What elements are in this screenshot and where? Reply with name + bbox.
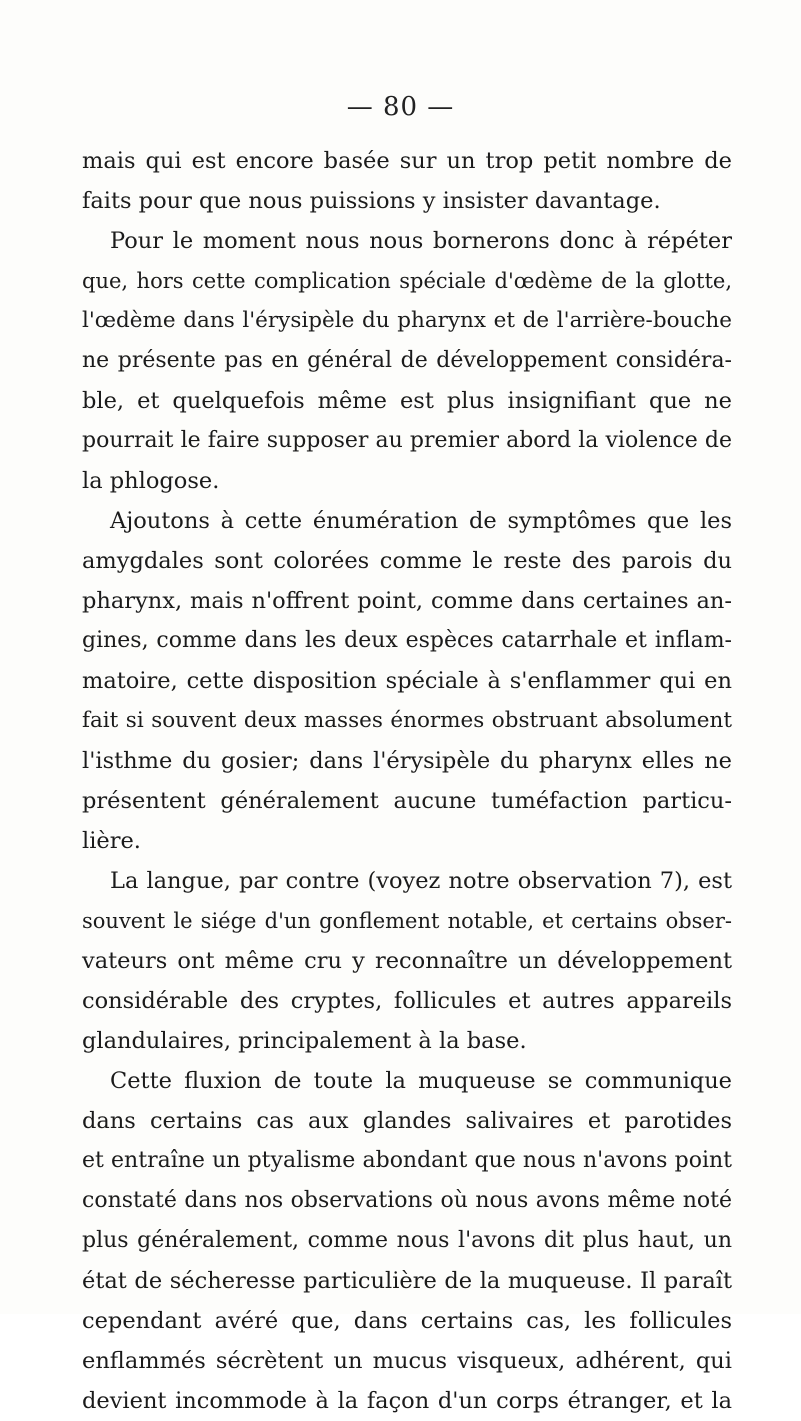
text-line: mais qui est encore basée sur un trop petit nombre de [82, 148, 732, 174]
text-line: état de sécheresse particulière de la muqueuse. Il paraît [82, 1268, 732, 1294]
text-line: l'œdème dans l'érysipèle du pharynx et de l'arrière-bouche [82, 308, 732, 333]
text-line: devient incommode à la façon d'un corps étranger, et la [82, 1388, 732, 1414]
text-line: La langue, par contre (voyez notre observation 7), est [110, 868, 732, 894]
text-line: présentent généralement aucune tuméfaction particu- [82, 788, 732, 814]
text-line: ble, et quelquefois même est plus insignifiant que ne [82, 388, 732, 414]
text-line: enflammés sécrètent un mucus visqueux, adhérent, qui [82, 1348, 732, 1374]
text-line: pourrait le faire supposer au premier abord la violence de [82, 428, 732, 453]
text-line: fait si souvent deux masses énormes obstruant absolument [82, 708, 732, 733]
text-line: amygdales sont colorées comme le reste des parois du [82, 548, 732, 574]
text-line: la phlogose. [82, 468, 220, 494]
text-line: glandulaires, principalement à la base. [82, 1028, 527, 1054]
text-line: pharynx, mais n'offrent point, comme dans certaines an- [82, 588, 732, 614]
text-line: gines, comme dans les deux espèces catarrhale et inflam- [82, 628, 732, 653]
text-line: constaté dans nos observations où nous avons même noté [82, 1188, 732, 1213]
text-line: matoire, cette disposition spéciale à s'enflammer qui en [82, 668, 732, 694]
text-line: dans certains cas aux glandes salivaires et parotides [82, 1108, 732, 1134]
text-line: Cette fluxion de toute la muqueuse se communique [110, 1068, 732, 1094]
text-line: que, hors cette complication spéciale d'œdème de la glotte, [82, 269, 732, 293]
text-line: faits pour que nous puissions y insister davantage. [82, 188, 661, 214]
text-line: cependant avéré que, dans certains cas, les follicules [82, 1308, 732, 1334]
text-line: ne présente pas en général de développement considéra- [82, 348, 732, 373]
text-line: considérable des cryptes, follicules et autres appareils [82, 988, 732, 1014]
text-line: lière. [82, 828, 141, 854]
text-line: plus généralement, comme nous l'avons dit plus haut, un [82, 1228, 732, 1253]
text-line: Pour le moment nous nous bornerons donc à répéter [110, 228, 732, 254]
text-line: vateurs ont même cru y reconnaître un développement [82, 948, 732, 974]
text-line: Ajoutons à cette énumération de symptômes que les [110, 508, 732, 534]
body-text [82, 141, 732, 1421]
text-line: et entraîne un ptyalisme abondant que nous n'avons point [82, 1148, 732, 1173]
text-line: souvent le siége d'un gonflement notable, et certains obser- [82, 909, 732, 933]
page-number: — 80 — [346, 92, 455, 122]
text-line: l'isthme du gosier; dans l'érysipèle du pharynx elles ne [82, 748, 732, 774]
